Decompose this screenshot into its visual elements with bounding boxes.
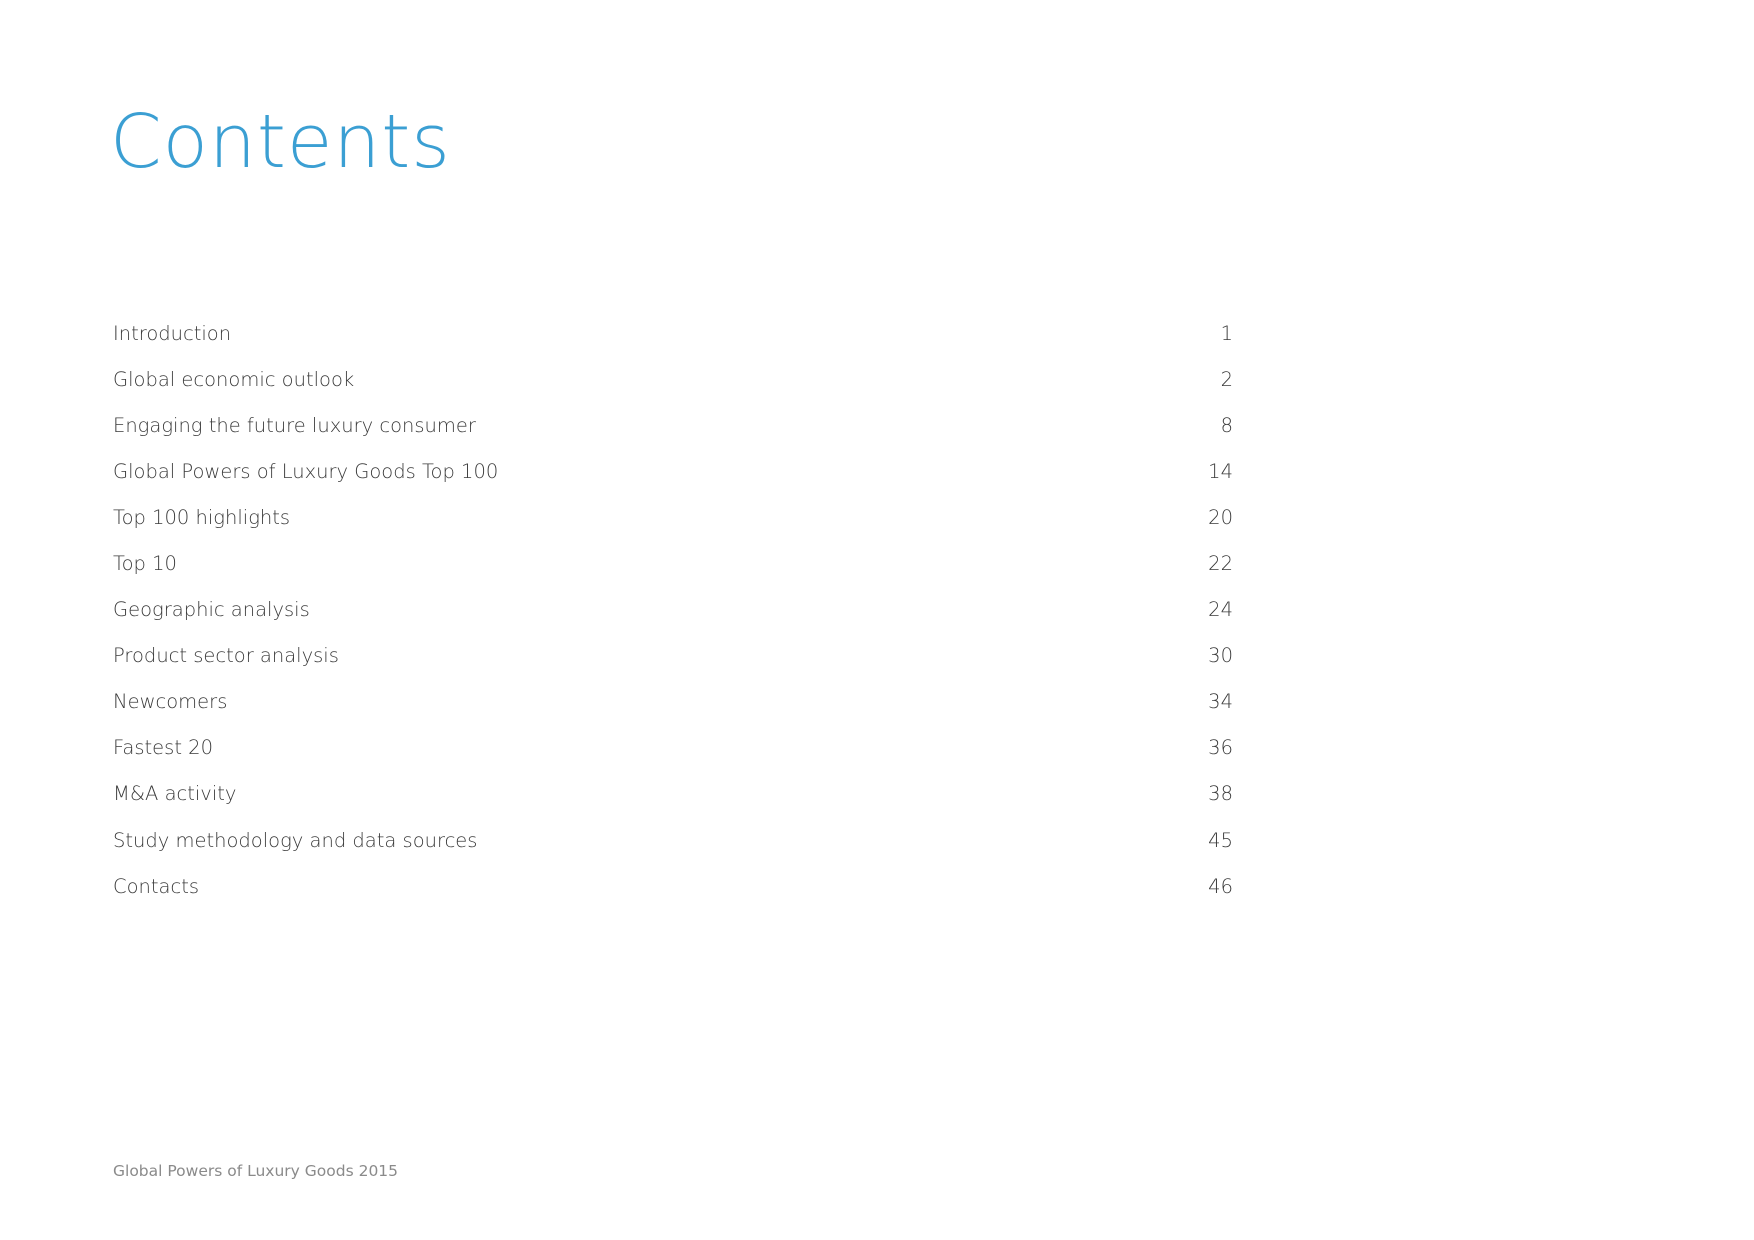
toc-page-number: 2 <box>1220 367 1233 391</box>
toc-item-label: Product sector analysis <box>113 644 339 668</box>
toc-page-number: 24 <box>1208 598 1233 622</box>
toc-page-number: 1 <box>1220 321 1233 345</box>
toc-item-label: Study methodology and data sources <box>113 828 478 852</box>
page-title: Contents <box>110 99 451 185</box>
table-of-contents <box>113 310 1233 909</box>
toc-item-top-10[interactable] <box>113 540 1233 586</box>
toc-item-label: Top 100 highlights <box>113 505 291 529</box>
toc-item-label: Geographic analysis <box>113 598 310 622</box>
toc-page-number: 36 <box>1208 736 1233 760</box>
toc-item-newcomers[interactable] <box>113 679 1233 725</box>
toc-item-contacts[interactable] <box>113 863 1233 909</box>
toc-page-number: 22 <box>1208 552 1233 576</box>
toc-item-top-100[interactable] <box>113 448 1233 494</box>
toc-item-engaging-future-consumer[interactable] <box>113 402 1233 448</box>
footer-publication-title: Global Powers of Luxury Goods 2015 <box>113 1162 399 1180</box>
toc-item-label: M&A activity <box>113 782 237 806</box>
toc-page-number: 34 <box>1208 690 1233 714</box>
toc-page-number: 46 <box>1208 874 1233 898</box>
toc-page-number: 14 <box>1208 459 1233 483</box>
toc-page-number: 8 <box>1220 413 1233 437</box>
toc-page-number: 38 <box>1208 782 1233 806</box>
toc-item-label: Engaging the future luxury consumer <box>113 413 476 437</box>
toc-item-label: Top 10 <box>113 552 177 576</box>
toc-item-global-economic-outlook[interactable] <box>113 356 1233 402</box>
toc-item-fastest-20[interactable] <box>113 725 1233 771</box>
toc-item-top-100-highlights[interactable] <box>113 494 1233 540</box>
toc-item-product-sector-analysis[interactable] <box>113 633 1233 679</box>
toc-item-study-methodology[interactable] <box>113 817 1233 863</box>
toc-item-label: Newcomers <box>113 690 228 714</box>
toc-page-number: 45 <box>1208 828 1233 852</box>
toc-item-geographic-analysis[interactable] <box>113 587 1233 633</box>
toc-item-label: Introduction <box>113 321 232 345</box>
toc-item-label: Global Powers of Luxury Goods Top 100 <box>113 459 499 483</box>
toc-page-number: 20 <box>1208 505 1233 529</box>
toc-item-label: Fastest 20 <box>113 736 213 760</box>
toc-item-label: Global economic outlook <box>113 367 355 391</box>
toc-item-ma-activity[interactable] <box>113 771 1233 817</box>
toc-item-introduction[interactable] <box>113 310 1233 356</box>
toc-page-number: 30 <box>1208 644 1233 668</box>
toc-item-label: Contacts <box>113 874 200 898</box>
